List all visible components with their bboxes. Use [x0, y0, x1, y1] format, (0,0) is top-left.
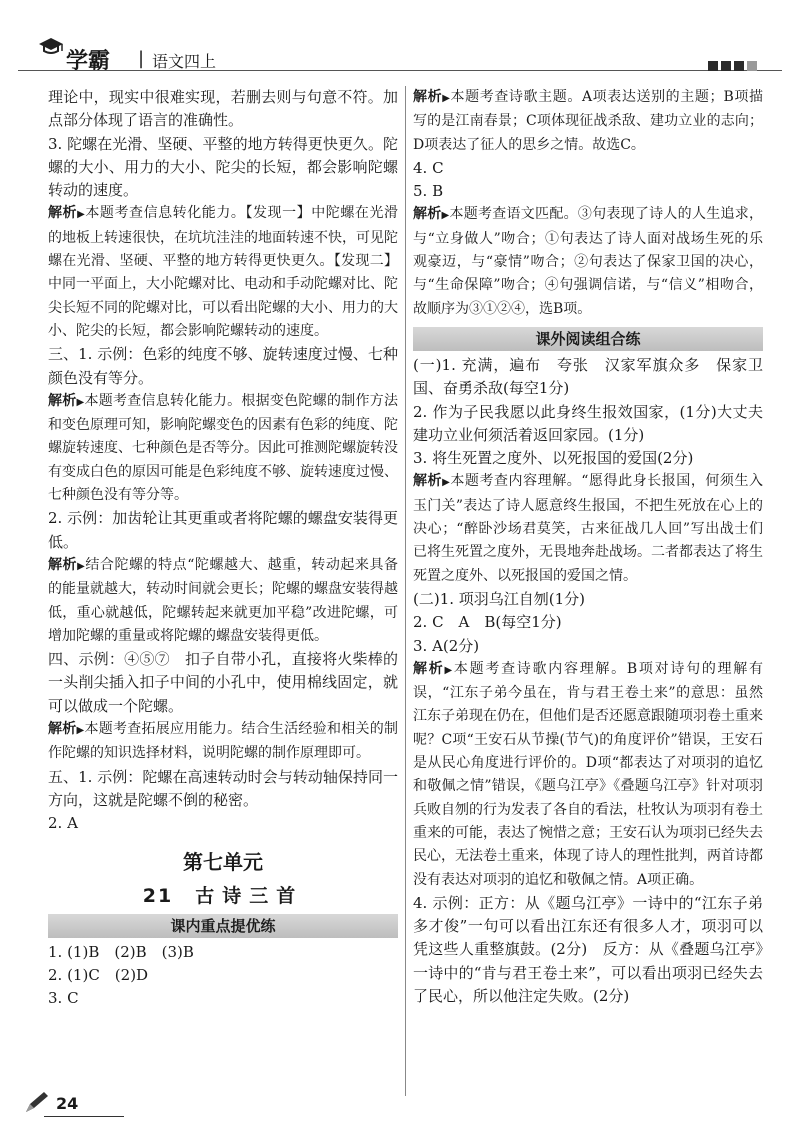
answer-text: 三、1. 示例：色彩的纯度不够、旋转速度过慢、七种颜色没有等分。	[48, 345, 398, 387]
analysis-label: 解析▶	[48, 205, 86, 222]
answer-text: 2. (1)C (2)D	[48, 965, 149, 984]
answer-text: 2. C A B(每空1分)	[413, 613, 562, 632]
analysis-block: 解析▶本题考查语文匹配。③句表现了诗人的人生追求，与“立身做人”吻合；①句表达了诗人面对战场生死的乐观豪迈，与“豪情”吻合；②句表达了保家卫国的决心，与“生命保障”吻合；④句强调信诺，与“信义”相吻合，故顺序为③①②④，选B项。	[413, 206, 763, 317]
answer-text: 2. A	[48, 814, 78, 833]
lesson-title	[48, 881, 398, 908]
brand-name: 学霸	[66, 49, 111, 74]
header-rule	[18, 70, 782, 71]
analysis-block: 解析▶本题考查诗歌主题。A项表达送别的主题；B项描写的是江南春景；C项体现征战杀敌、建功立业的志向；D项表达了征人的思乡之情。故选C。	[413, 89, 763, 153]
answer-text: 4. 示例：正方：从《题乌江亭》一诗中的“江东子弟多才俊”一句可以看出江东还有很多人才，项羽可以凭这些人重整旗鼓。(2分) 反方：从《叠题乌江亭》一诗中的“肯与君王卷土来”，可以看出项羽已经失去了民心，所以他注定失败。(2分)	[413, 893, 763, 1005]
left-column	[48, 86, 398, 1010]
unit-title: 第七单元	[183, 849, 263, 874]
header-square	[734, 61, 744, 71]
triangle-icon: ▶	[77, 209, 86, 221]
analysis-label: 解析▶	[48, 392, 85, 409]
analysis-block: 解析▶本题考查信息转化能力。【发现一】中陀螺在光滑的地板上转速很快，在坑坑洼洼的地面转速不快，可见陀螺在光滑、坚硬、平整的地方转得更快更久。【发现二】中同一平面上，大小陀螺对比、电动和手动陀螺对比、陀尖长短不同的陀螺对比，可以看出陀螺的大小、用力的大小、陀尖的长短，都会影响陀螺转动的速度。	[48, 205, 398, 339]
pencil-icon	[22, 1090, 52, 1116]
answer-text: 5. B	[413, 182, 444, 201]
triangle-icon: ▶	[77, 560, 86, 572]
header-square	[721, 61, 731, 71]
answer-text: (一)1. 充满，遍布 夸张 汉家军旗众多 保家卫国、奋勇杀敌(每空1分)	[413, 355, 763, 398]
section-band: 课内重点提优练	[48, 914, 398, 938]
analysis-block: 解析▶本题考查信息转化能力。根据变色陀螺的制作方法和变色原理可知，影响陀螺变色的因素有色彩的纯度、陀螺旋转速度、七种颜色是否等分。因此可推测陀螺旋转没有变成白色的原因可能是色彩纯度不够、旋转速度过慢、七种颜色没有等分等。	[48, 392, 398, 504]
triangle-icon: ▶	[76, 725, 85, 737]
analysis-block: 解析▶本题考查拓展应用能力。结合生活经验和相关的制作陀螺的知识选择材料，说明陀螺的制作原理即可。	[48, 721, 398, 762]
lesson-number: 21	[142, 884, 174, 907]
analysis-block: 解析▶本题考查诗歌内容理解。B项对诗句的理解有误，“江东子弟今虽在，肯与君王卷土来”的意思：虽然江东子弟现在仍在，但他们是否还愿意跟随项羽卷土重来呢？C项“王安石从节操(节气)的角度评价”错误，王安石是从民心角度进行评价的。D项“都表达了对项羽的追忆和敬佩之情”错误，《题乌江亭》《叠题乌江亭》针对项羽兵败自刎的行为发表了各自的看法，杜牧认为项羽有卷土重来的可能，表达了惋惜之意；王安石认为项羽已经失去民心，无法卷土重来，体现了诗人的理性批判，两首诗都没有表达对项羽的追忆和敬佩之情。A项正确。	[413, 660, 763, 888]
answer-text: 3. C	[48, 989, 79, 1008]
triangle-icon: ▶	[76, 396, 85, 408]
analysis-block: 解析▶本题考查内容理解。“愿得此身长报国，何须生入玉门关”表达了诗人愿意终生报国，不把生死放在心上的决心；“醉卧沙场君莫笑，古来征战几人回”写出战士们已将生死置之度外，无畏地奔赴战场。二者都表达了将生死置之度外、以死报国的爱国之情。	[413, 473, 764, 584]
triangle-icon: ▶	[442, 93, 451, 104]
header-square	[747, 61, 757, 71]
page-number: 24	[56, 1094, 79, 1113]
analysis-label: 解析▶	[48, 556, 86, 573]
triangle-icon: ▶	[442, 477, 451, 489]
answer-text: 4. C	[413, 158, 444, 177]
header-square	[708, 61, 718, 71]
analysis-label: 解析▶	[48, 721, 85, 738]
answer-text: 2. 作为子民我愿以此身终生报效国家，(1分)大丈夫建功立业何须活着返回家园。(1分)	[413, 402, 763, 444]
answer-text: 四、示例：④⑤⑦ 扣子自带小孔，直接将火柴棒的一头削尖插入扣子中间的小孔中，使用棉线固定，就可以做成一个陀螺。	[48, 650, 398, 715]
graduation-cap-icon	[38, 36, 64, 56]
analysis-label: 解析▶	[413, 206, 450, 223]
right-column	[413, 86, 763, 1008]
triangle-icon: ▶	[441, 210, 450, 222]
analysis-label: 解析▶	[413, 89, 451, 105]
answer-text: 3. A(2分)	[413, 636, 480, 655]
page-header	[18, 28, 782, 78]
answer-text: 3. 陀螺在光滑、坚硬、平整的地方转得更快更久。陀螺的大小、用力的大小、陀尖的长短，都会影响陀螺转动的速度。	[48, 134, 398, 200]
lesson-name: 古诗三首	[195, 884, 304, 907]
book-title: 语文四上	[152, 52, 217, 71]
section-band: 课外阅读组合练	[413, 327, 763, 351]
answer-text: 3. 将生死置之度外、以死报国的爱国(2分)	[413, 449, 694, 468]
triangle-icon: ▶	[444, 664, 454, 676]
column-divider	[405, 86, 406, 1096]
answer-text: 五、1. 示例：陀螺在高速转动时会与转动轴保持同一方向，这就是陀螺不倒的秘密。	[48, 767, 398, 809]
footer-rule	[44, 1116, 124, 1117]
analysis-block: 解析▶结合陀螺的特点“陀螺越大、越重，转动起来具备的能量就越大，转动时间就会更长；陀螺的螺盘安装得越低，重心就越低，陀螺转起来就更加平稳”改进陀螺，可增加陀螺的重量或将陀螺的螺盘安装得更低。	[48, 556, 399, 644]
analysis-label: 解析▶	[413, 473, 451, 490]
header-separator: |	[138, 48, 145, 69]
answer-text: 理论中，现实中很难实现，若删去则与句意不符。加点部分体现了语言的准确性。	[48, 88, 398, 130]
answer-text: 2. 示例：加齿轮让其更重或者将陀螺的螺盘安装得更低。	[48, 509, 398, 551]
analysis-label: 解析▶	[413, 660, 454, 677]
answer-text: 1. (1)B (2)B (3)B	[48, 942, 194, 961]
answer-text: (二)1. 项羽乌江自刎(1分)	[413, 589, 586, 608]
